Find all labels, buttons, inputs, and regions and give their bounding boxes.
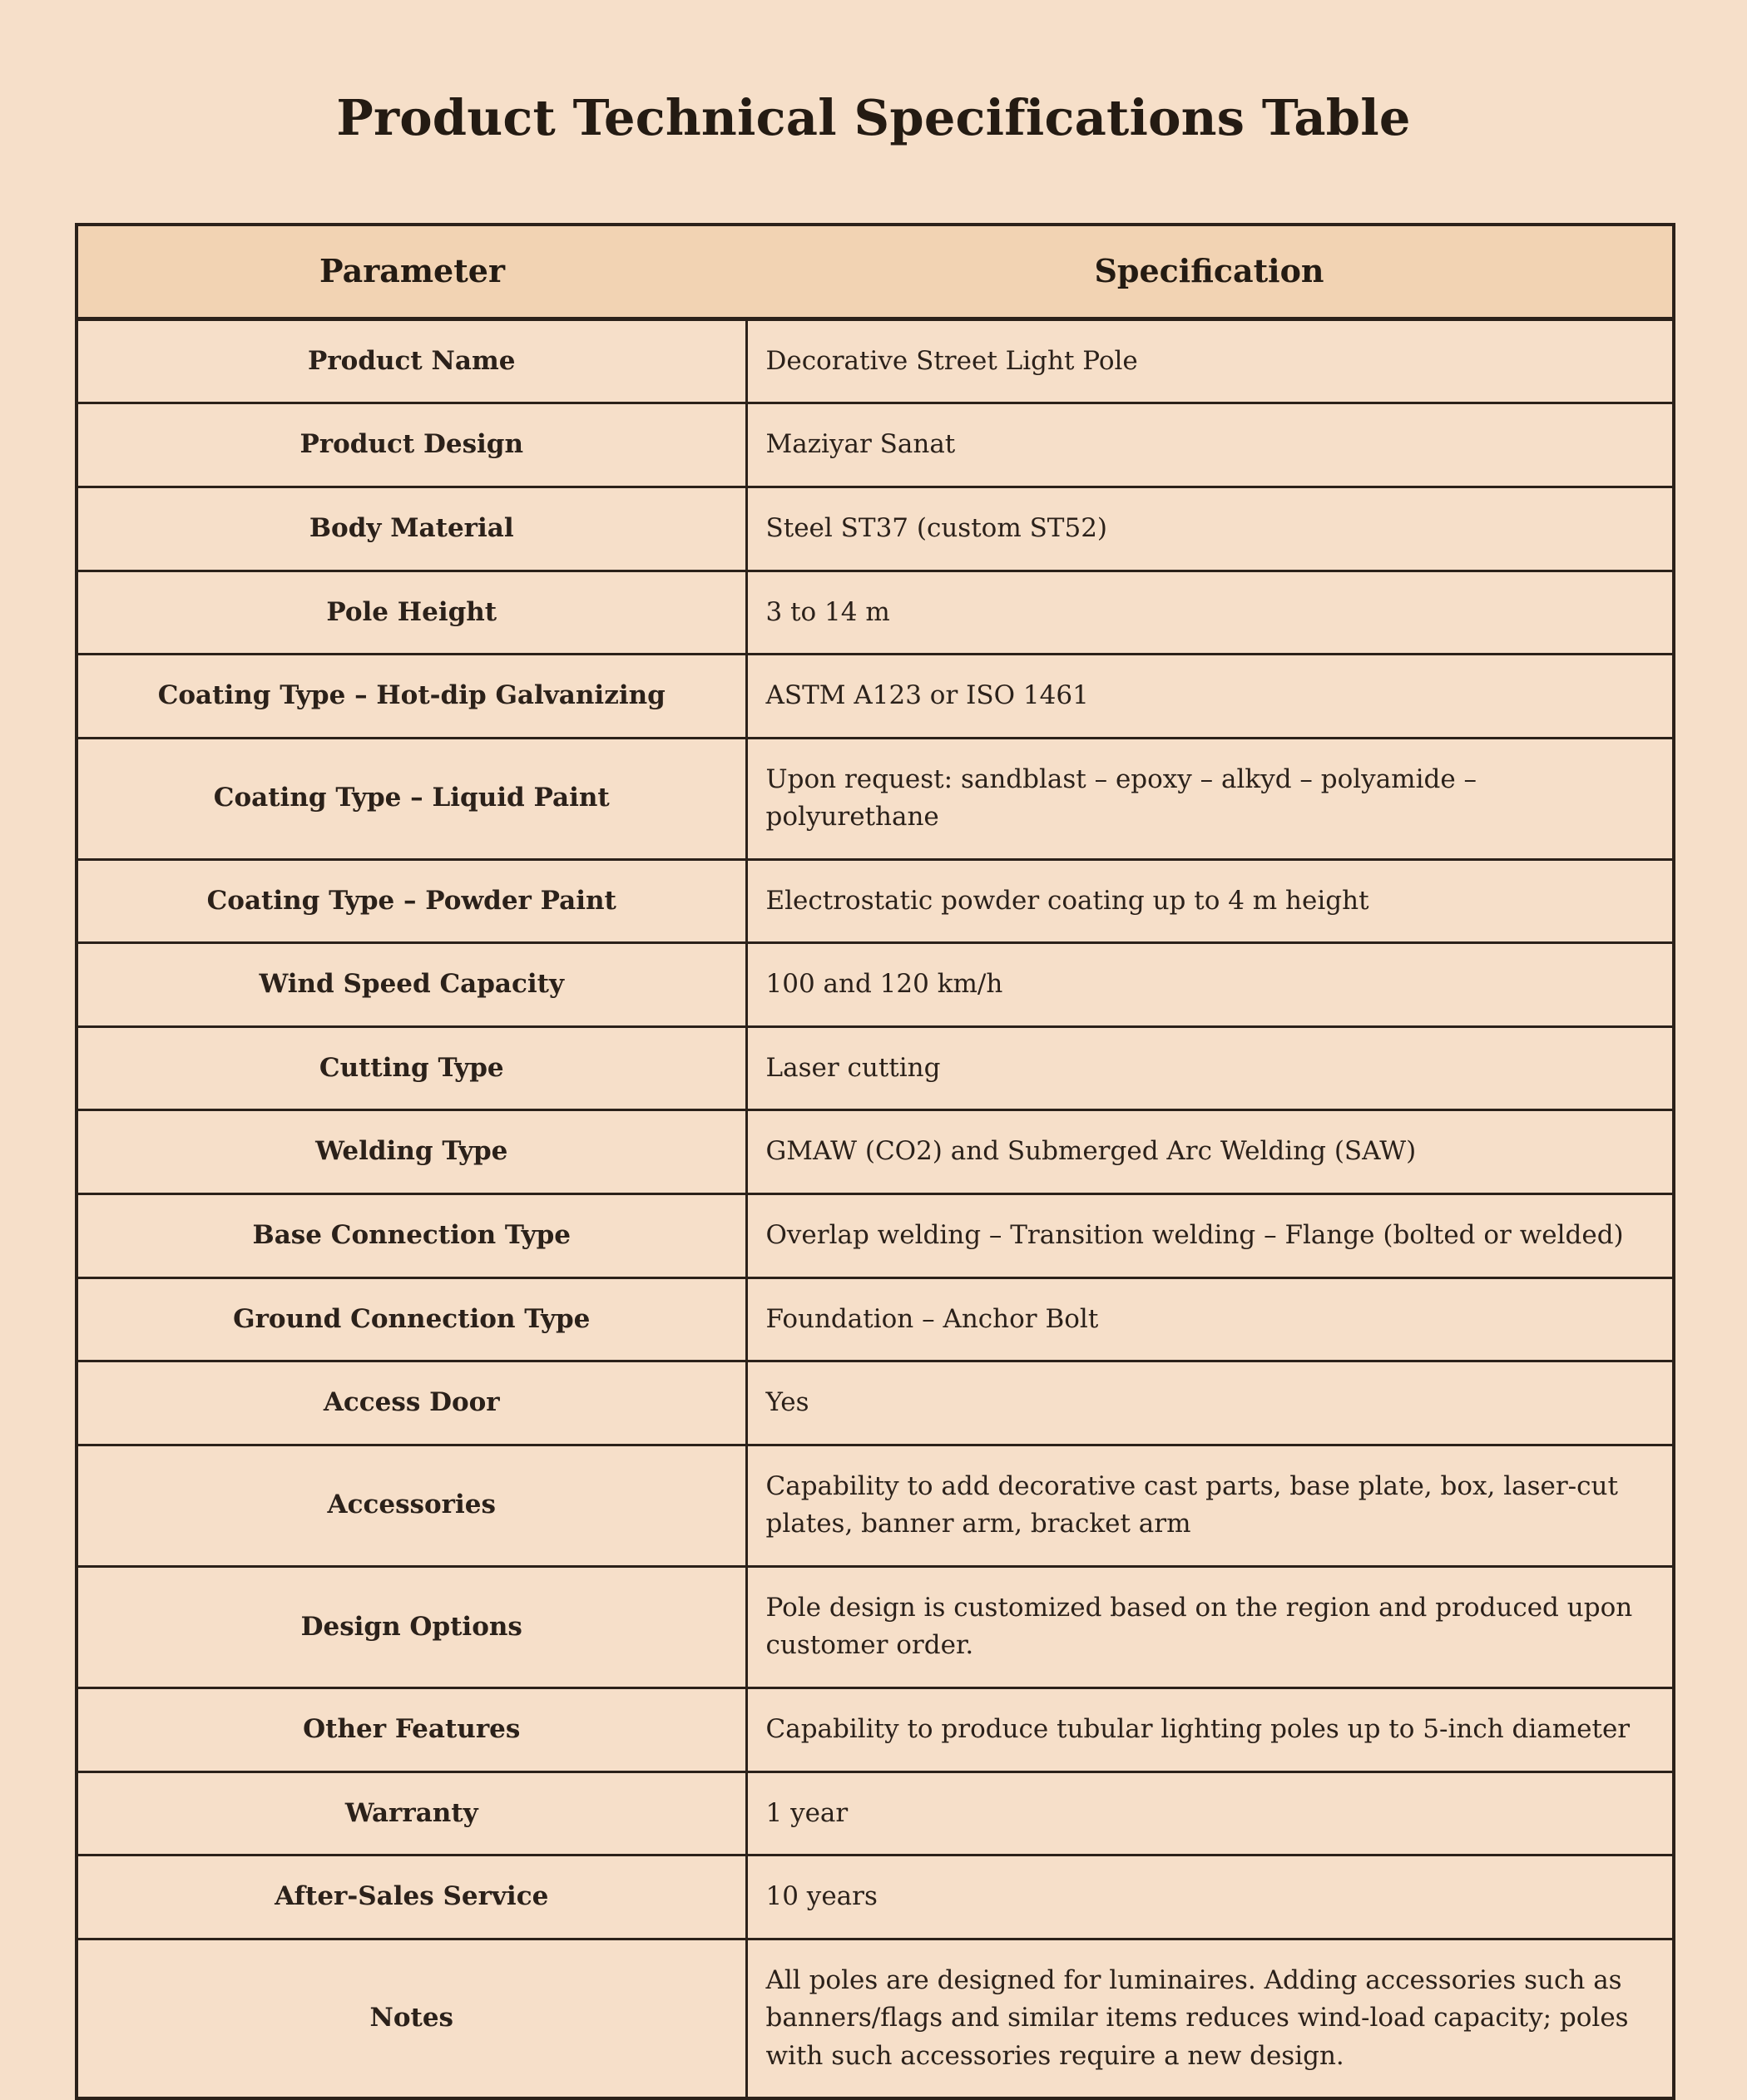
table-cell-specification: Overlap welding – Transition welding – Flange (bolted or welded) xyxy=(746,1194,1674,1278)
table-header xyxy=(77,225,1674,319)
table-row xyxy=(77,1687,1674,1771)
table-cell-parameter: Base Connection Type xyxy=(77,1194,746,1278)
column-header-parameter: Parameter xyxy=(77,225,746,319)
table-cell-parameter: Ground Connection Type xyxy=(77,1277,746,1361)
table-cell-specification: GMAW (CO2) and Submerged Arc Welding (SAW) xyxy=(746,1110,1674,1194)
table-cell-parameter: Design Options xyxy=(77,1566,746,1687)
table-row xyxy=(77,403,1674,487)
table-cell-parameter: Welding Type xyxy=(77,1110,746,1194)
table-row xyxy=(77,1445,1674,1566)
table-row xyxy=(77,1194,1674,1278)
table-cell-specification: Capability to produce tubular lighting poles up to 5-inch diameter xyxy=(746,1687,1674,1771)
table-cell-parameter: Body Material xyxy=(77,487,746,571)
table-cell-specification: Foundation – Anchor Bolt xyxy=(746,1277,1674,1361)
table-cell-specification: Maziyar Sanat xyxy=(746,403,1674,487)
table-cell-parameter: Access Door xyxy=(77,1361,746,1445)
table-cell-specification: Steel ST37 (custom ST52) xyxy=(746,487,1674,571)
table-cell-parameter: Coating Type – Powder Paint xyxy=(77,859,746,943)
table-cell-specification: 3 to 14 m xyxy=(746,571,1674,655)
table-row xyxy=(77,487,1674,571)
table-cell-specification: Upon request: sandblast – epoxy – alkyd – polyamide – polyurethane xyxy=(746,738,1674,859)
product-specifications-table xyxy=(75,223,1675,2100)
table-cell-parameter: Notes xyxy=(77,1939,746,2098)
table-row xyxy=(77,1771,1674,1855)
table-row xyxy=(77,319,1674,403)
table-cell-parameter: Warranty xyxy=(77,1771,746,1855)
table-cell-specification: Laser cutting xyxy=(746,1026,1674,1110)
table-row xyxy=(77,943,1674,1027)
table-row xyxy=(77,655,1674,739)
table-cell-parameter: Accessories xyxy=(77,1445,746,1566)
table-row xyxy=(77,859,1674,943)
table-row xyxy=(77,1277,1674,1361)
table-row xyxy=(77,1566,1674,1687)
table-cell-specification: ASTM A123 or ISO 1461 xyxy=(746,655,1674,739)
table-row xyxy=(77,1939,1674,2098)
table-cell-parameter: Product Name xyxy=(77,319,746,403)
table-cell-specification: Pole design is customized based on the region and produced upon customer order. xyxy=(746,1566,1674,1687)
table-container xyxy=(75,175,1672,2100)
table-cell-parameter: Pole Height xyxy=(77,571,746,655)
table-cell-parameter: Wind Speed Capacity xyxy=(77,943,746,1027)
table-row xyxy=(77,1361,1674,1445)
table-row xyxy=(77,571,1674,655)
table-cell-specification: Capability to add decorative cast parts, base plate, box, laser-cut plates, banner arm, bracket arm xyxy=(746,1445,1674,1566)
column-header-specification: Specification xyxy=(746,225,1674,319)
page-title: Product Technical Specifications Table xyxy=(336,88,1411,146)
table-cell-specification: 10 years xyxy=(746,1855,1674,1939)
table-cell-parameter: After-Sales Service xyxy=(77,1855,746,1939)
table-cell-specification: Yes xyxy=(746,1361,1674,1445)
table-cell-specification: Electrostatic powder coating up to 4 m height xyxy=(746,859,1674,943)
table-cell-parameter: Coating Type – Liquid Paint xyxy=(77,738,746,859)
table-row xyxy=(77,1026,1674,1110)
table-body xyxy=(77,319,1674,2098)
table-cell-parameter: Cutting Type xyxy=(77,1026,746,1110)
table-header-row xyxy=(77,225,1674,319)
table-cell-parameter: Coating Type – Hot-dip Galvanizing xyxy=(77,655,746,739)
table-cell-parameter: Product Design xyxy=(77,403,746,487)
table-row xyxy=(77,1110,1674,1194)
table-row xyxy=(77,738,1674,859)
table-cell-specification: Decorative Street Light Pole xyxy=(746,319,1674,403)
table-cell-parameter: Other Features xyxy=(77,1687,746,1771)
table-cell-specification: 1 year xyxy=(746,1771,1674,1855)
table-cell-specification: All poles are designed for luminaires. Adding accessories such as banners/flags and similar items reduces wind-load capacity; poles with such accessories require a new design. xyxy=(746,1939,1674,2098)
table-cell-specification: 100 and 120 km/h xyxy=(746,943,1674,1027)
page-root xyxy=(0,33,1747,2071)
table-row xyxy=(77,1855,1674,1939)
